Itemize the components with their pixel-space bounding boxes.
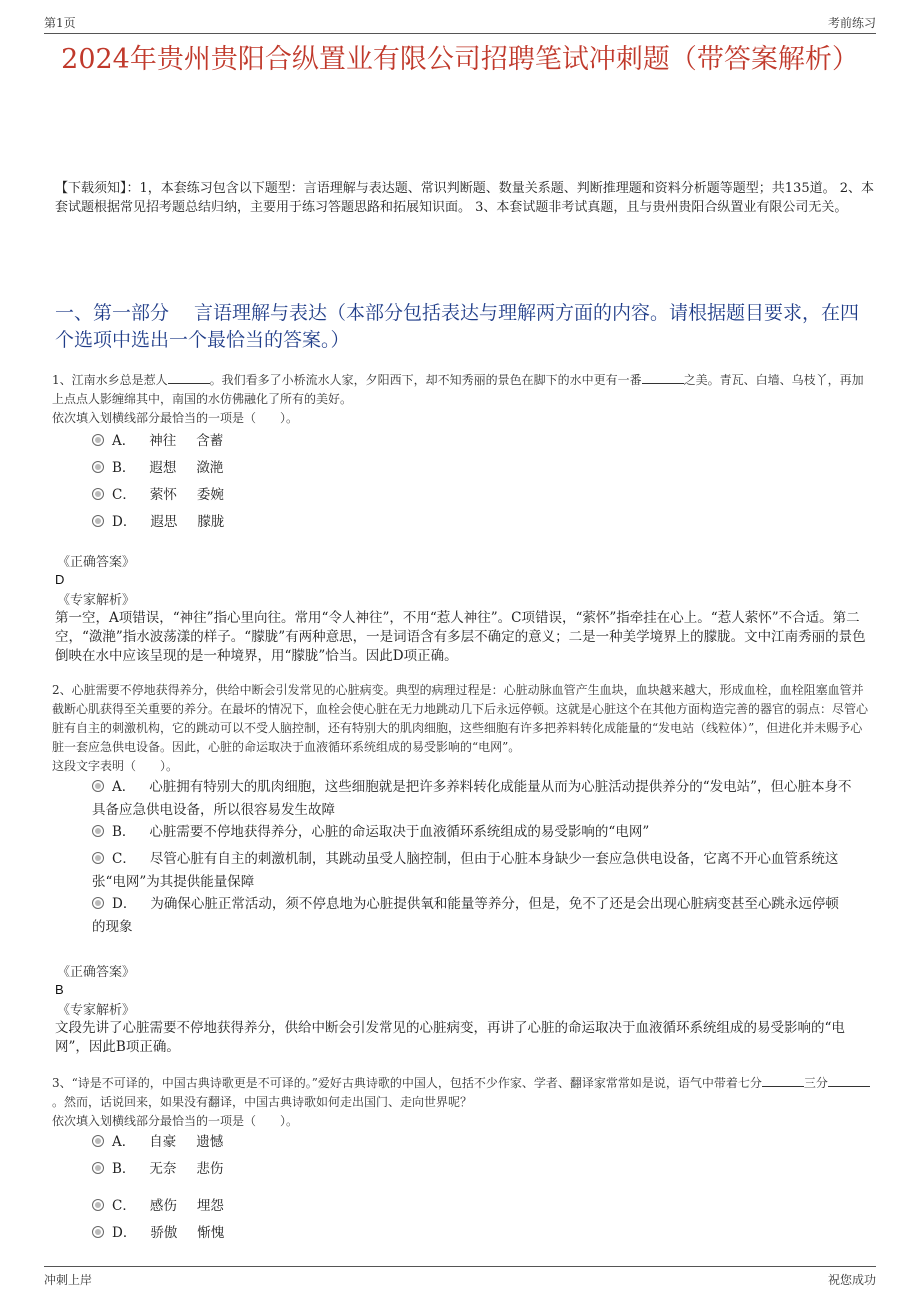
- q2-option-d[interactable]: D． 为确保心脏正常活动，须不停息地为心脏提供氧和能量等养分，但是，免不了还是会出现心脏病变甚至心跳永远停顿的现象: [92, 896, 839, 935]
- page-number: 第1页: [44, 16, 76, 30]
- q1-text-part3: 之美。青瓦、白墙、乌枝丫，再加上点点人影缠绵其中，南国的水仿佛融化了所有的美好。: [52, 373, 864, 406]
- q3-text-part2: 三分: [803, 1076, 828, 1090]
- q2-analysis: 文段先讲了心脏需要不停地获得养分，供给中断会引发常见的心脏病变，再讲了心脏的命运取决于血液循环系统组成的易受影响的“电网”，因此B项正确。: [55, 1020, 845, 1055]
- q1-option-d[interactable]: D． 遐思 朦胧: [92, 510, 224, 534]
- question-1-prompt: 依次填入划横线部分最恰当的一项是（ ）。: [52, 411, 299, 425]
- q3-option-d[interactable]: D． 骄傲 惭愧: [92, 1221, 224, 1245]
- footer-right: 祝您成功: [827, 1273, 876, 1287]
- blank-line: [168, 371, 210, 384]
- radio-icon[interactable]: [92, 488, 104, 500]
- blank-line: [762, 1074, 804, 1087]
- question-2-stem: 2、心脏需要不停地获得养分，供给中断会引发常见的心脏病变。典型的病理过程是：心脏动脉血管产生血块，血块越来越大，形成血栓，血栓阻塞血管并截断心肌获得至关重要的养分。在最坏的情况下，血栓会使心脏在无力地跳动几下后永远停顿。这就是心脏这个在其他方面构造完善的器官的弱点：尽管心脏有自主的刺激机构，它的跳动可以不受人脑控制，还有特别大的肌肉细胞，这些细胞有许多把养料转化成能量的“发电站（线粒体）”，但进化并未赐予心脏一套应急供电设备。因此，心脏的命运取决于血液循环系统组成的易受影响的“电网”。: [52, 683, 869, 754]
- q1-option-c[interactable]: C． 萦怀 委婉: [92, 483, 224, 507]
- q2-option-c[interactable]: C． 尽管心脏有自主的刺激机制，其跳动虽受人脑控制，但由于心脏本身缺少一套应急供电设备，它离不开心血管系统这张“电网”为其提供能量保障: [92, 851, 839, 890]
- radio-icon[interactable]: [92, 1199, 104, 1211]
- radio-icon[interactable]: [92, 852, 104, 864]
- download-notice: 【下载须知】：1，本套练习包含以下题型：言语理解与表达题、常识判断题、数量关系题、判断推理题和资料分析题等题型；共135道。 2、本套试题根据常见招考题总结归纳，主要用于练习答题思路和拓展知识面。 3、本套试题非考试真题，且与贵州贵阳合纵置业有限公司无关。: [55, 181, 874, 215]
- q2-option-a[interactable]: A． 心脏拥有特别大的肌肉细胞，这些细胞就是把许多养料转化成能量从而为心脏活动提供养分的“发电站”，但心脏本身不具备应急供电设备，所以很容易发生故障: [92, 779, 852, 818]
- correct-answer-label: 《正确答案》: [57, 555, 136, 570]
- q1-text-part1: 1、江南水乡总是惹人: [52, 373, 168, 387]
- radio-icon[interactable]: [92, 780, 104, 792]
- radio-icon[interactable]: [92, 461, 104, 473]
- question-2-prompt: 这段文字表明（ ）。: [52, 759, 179, 773]
- correct-answer-label: 《正确答案》: [57, 965, 136, 980]
- q1-answer: D: [55, 572, 65, 587]
- expert-analysis-label: 《专家解析》: [57, 1003, 136, 1018]
- radio-icon[interactable]: [92, 1162, 104, 1174]
- q3-text-part3: 。然而，话说回来，如果没有翻译，中国古典诗歌如何走出国门、走向世界呢？: [52, 1095, 473, 1109]
- radio-icon[interactable]: [92, 1135, 104, 1147]
- q3-option-b[interactable]: B． 无奈 悲伤: [92, 1157, 223, 1181]
- footer-left: 冲刺上岸: [44, 1273, 93, 1287]
- radio-icon[interactable]: [92, 434, 104, 446]
- radio-icon[interactable]: [92, 825, 104, 837]
- header-tag: 考前练习: [827, 16, 876, 30]
- q1-text-part2: 。我们看多了小桥流水人家，夕阳西下，却不知秀丽的景色在脚下的水中更有一番: [209, 373, 642, 387]
- q2-answer: B: [55, 982, 64, 997]
- question-3-prompt: 依次填入划横线部分最恰当的一项是（ ）。: [52, 1114, 299, 1128]
- footer-rule: [44, 1266, 876, 1267]
- radio-icon[interactable]: [92, 515, 104, 527]
- q1-analysis: 第一空，A项错误，“神往”指心里向往。常用“令人神往”，不用“惹人神往”。C项错误，“萦怀”指牵挂在心上。“惹人萦怀”不合适。第二空，“潋滟”指水波荡漾的样子。“朦胧”有两种意思，一是词语含有多层不确定的意义；二是一种美学境界上的朦胧。文中江南秀丽的景色倒映在水中应该呈现的是一种境界，用“朦胧”恰当。因此D项正确。: [55, 610, 866, 664]
- q3-option-a[interactable]: A． 自豪 遗憾: [92, 1130, 223, 1154]
- radio-icon[interactable]: [92, 1226, 104, 1238]
- section-heading: 一、第一部分 言语理解与表达（本部分包括表达与理解两方面的内容。请根据题目要求，在四个选项中选出一个最恰当的答案。）: [55, 302, 860, 351]
- expert-analysis-label: 《专家解析》: [57, 593, 136, 608]
- blank-line: [642, 371, 684, 384]
- question-1-stem: [52, 371, 872, 409]
- question-3-stem: [52, 1074, 872, 1112]
- radio-icon[interactable]: [92, 897, 104, 909]
- q3-text-part1: 3、“诗是不可译的，中国古典诗歌更是不可译的。”爱好古典诗歌的中国人，包括不少作家、学者、翻译家常常如是说，语气中带着七分: [52, 1076, 762, 1090]
- document-title: 2024年贵州贵阳合纵置业有限公司招聘笔试冲刺题（带答案解析）: [61, 44, 859, 75]
- header-rule: [44, 33, 876, 34]
- q2-option-b[interactable]: B． 心脏需要不停地获得养分，心脏的命运取决于血液循环系统组成的易受影响的“电网”: [92, 821, 852, 844]
- q3-option-c[interactable]: C． 感伤 埋怨: [92, 1194, 224, 1218]
- q1-option-a[interactable]: A． 神往 含蓄: [92, 429, 223, 453]
- q1-option-b[interactable]: B． 遐想 潋滟: [92, 456, 223, 480]
- blank-line: [828, 1074, 870, 1087]
